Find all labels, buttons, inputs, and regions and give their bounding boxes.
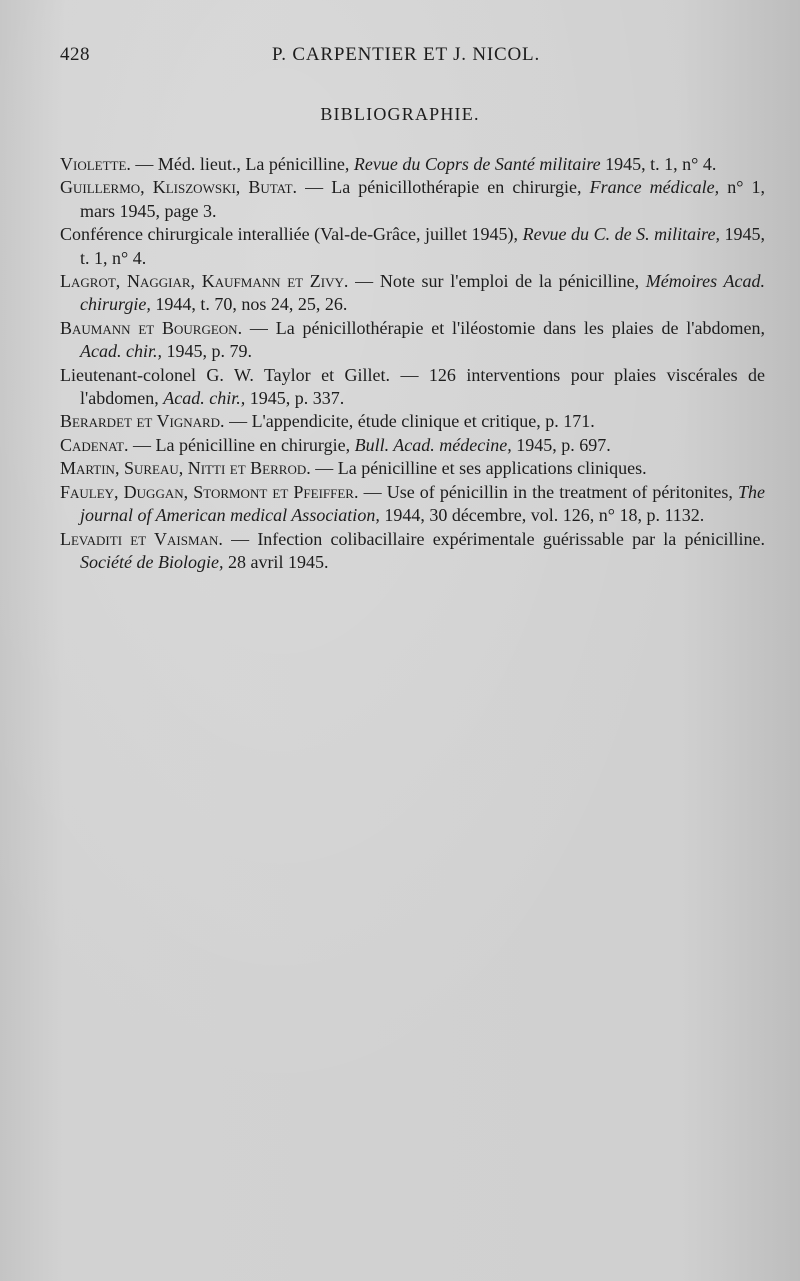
entry-text: — L'appendicite, étude clinique et critique, p. 171. (224, 411, 595, 432)
entry-authors: Fauley, Duggan, Stormont et Pfeiffer. (60, 481, 359, 502)
entry-rest: 1945, p. 697. (511, 434, 611, 455)
entry-source: Société de Biologie, (80, 551, 224, 572)
entry-rest: 1945, t. 1, n° 4. (600, 154, 717, 174)
bibliography-entry (60, 317, 765, 364)
entry-source: Revue du Coprs de Santé militaire (353, 154, 601, 174)
bibliography-list (60, 153, 765, 574)
page-number: 428 (60, 44, 90, 65)
entry-text: — La pénicilline en chirurgie, (128, 434, 355, 455)
entry-authors: Berardet et Vignard. (60, 411, 225, 432)
entry-rest: n° 1, mars 1945, page 3. (80, 177, 765, 221)
bibliography-entry (60, 410, 765, 433)
entry-authors: Baumann et Bourgeon. (60, 317, 243, 338)
bibliography-entry (60, 223, 765, 270)
running-title: P. CARPENTIER ET J. NICOL. (272, 44, 540, 65)
running-header (60, 40, 750, 70)
entry-authors: Violette. (60, 154, 131, 174)
entry-authors: Lagrot, Naggiar, Kaufmann et Zivy. (60, 271, 349, 292)
entry-text: — La pénicillothérapie et l'iléostomie dans les plaies de l'abdomen, (242, 317, 766, 338)
entry-text: Lieutenant-colonel G. W. Taylor et Gillet. — 126 interventions pour plaies viscérales de l'abdomen, (60, 364, 765, 409)
entry-authors: Cadenat. (60, 434, 129, 455)
entry-rest: 1945, p. 337. (245, 388, 345, 409)
entry-rest: 1945, t. 1, n° 4. (80, 224, 766, 268)
entry-text: — Infection colibacillaire expérimentale guérissable par la pénicilline. (222, 528, 765, 549)
entry-rest: 1944, 30 décembre, vol. 126, n° 18, p. 1132. (379, 505, 705, 526)
entry-rest: 1944, t. 70, nos 24, 25, 26. (150, 294, 348, 315)
entry-source: Revue du C. de S. militaire, (522, 224, 720, 245)
bibliography-entry (60, 434, 765, 457)
entry-text: — Méd. lieut., La pénicilline, (130, 154, 354, 174)
entry-text: — La pénicilline et ses applications cliniques. (310, 458, 647, 479)
entry-source: Mémoires Acad. chirurgie, (80, 271, 765, 315)
bibliography-entry (60, 457, 765, 480)
entry-authors: Martin, Sureau, Nitti et Berrod. (60, 458, 311, 479)
entry-source: Acad. chir., (163, 388, 246, 409)
entry-source: France médicale, (589, 177, 720, 198)
entry-rest: 28 avril 1945. (223, 551, 329, 572)
entry-rest: 1945, p. 79. (161, 341, 252, 362)
entry-text: — Note sur l'emploi de la pénicilline, (348, 271, 646, 292)
section-title: BIBLIOGRAPHIE. (320, 104, 480, 124)
bibliography-entry (60, 364, 765, 411)
entry-text: — Use of pénicillin in the treatment of péritonites, (358, 481, 738, 502)
entry-source: Acad. chir., (80, 341, 162, 362)
entry-source: The journal of American medical Association, (80, 481, 765, 526)
entry-authors: Guillermo, Kliszowski, Butat. (60, 177, 298, 198)
bibliography-entry (60, 153, 765, 176)
entry-text: Conférence chirurgicale interalliée (Val-de-Grâce, juillet 1945), (60, 224, 523, 245)
bibliography-entry (60, 528, 765, 575)
entry-authors: Levaditi et Vaisman. (60, 528, 223, 549)
entry-text: — La pénicillothérapie en chirurgie, (297, 177, 590, 198)
bibliography-entry (60, 270, 765, 317)
bibliography-entry (60, 481, 765, 528)
bibliography-entry (60, 176, 765, 223)
entry-source: Bull. Acad. médecine, (354, 434, 512, 455)
